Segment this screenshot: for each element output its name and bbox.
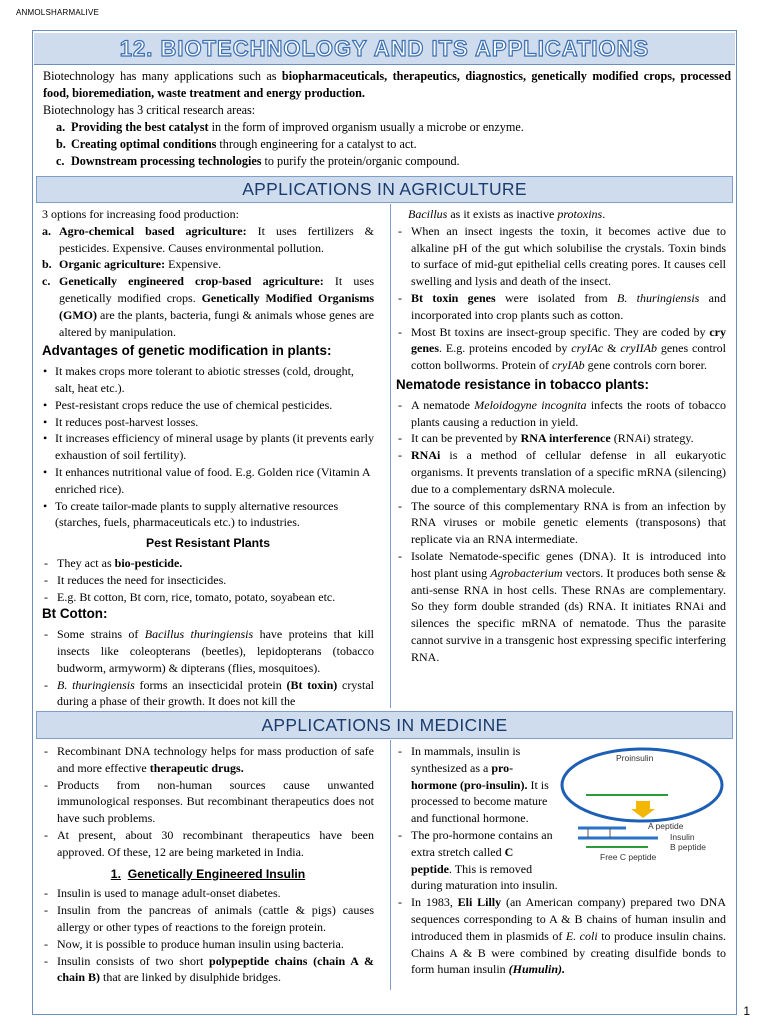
- list-item: - Isolate Nematode-specific genes (DNA). It is introduced into host plant using Agrobacterium vectors. It produces both sense & anti-sense RNA in host cells. These RNAs are complementary. So they form double stranded (ds) RNA. It initiates RNAi and silences the specific mRNA of nematode. Thus the parasite cannot survive in a transgenic host expressing specific interfering RNA.: [396, 548, 726, 666]
- list-item: - At present, about 30 recombinant therapeutics have been approved. Of these, 12 are being marketed in India.: [42, 827, 374, 861]
- free-c-peptide-label: Free C peptide: [600, 852, 657, 862]
- nematode-heading: Nematode resistance in tobacco plants:: [396, 376, 650, 392]
- bt-cotton-heading: Bt Cotton:: [42, 606, 108, 622]
- research-areas-list: [43, 119, 731, 170]
- list-item: - Recombinant DNA technology helps for mass production of safe and more effective therapeutic drugs.: [42, 743, 374, 777]
- list-item: - Proinsulin A peptide Insulin B peptide Free C peptide In mammals, insulin is synthesized as a pro-hormone (pro-insulin). It is processed to become mature and functional hormone.: [396, 743, 726, 827]
- list-item: • It enhances nutritional value of food. E.g. Golden rice (Vitamin A enriched rice).: [42, 464, 374, 498]
- advantages-heading: Advantages of genetic modification in plants:: [42, 343, 332, 359]
- list-item: c. Downstream processing technologies to purify the protein/organic compound.: [56, 154, 460, 168]
- list-item: - Now, it is possible to produce human insulin using bacteria.: [42, 936, 374, 953]
- list-item: - It can be prevented by RNA interference (RNAi) strategy.: [396, 430, 726, 447]
- list-item: - Insulin from the pancreas of animals (cattle & pigs) causes allergy or other types of reactions to the foreign protein.: [42, 902, 374, 936]
- agriculture-right-column: [396, 206, 726, 666]
- intro-paragraph: Biotechnology has many applications such as biopharmaceuticals, therapeutics, diagnostics, genetically modified crops, processed food, bioremediation, waste treatment and energy production.: [43, 69, 731, 100]
- list-item: - It reduces the need for insecticides.: [42, 572, 374, 589]
- title-bar: [34, 33, 735, 65]
- list-item: c. Genetically engineered crop-based agriculture: It uses genetically modified crops. Genetically Modified Organisms (GMO) are the plants, bacteria, fungi & animals whose genes are altered by manipulation.: [42, 274, 374, 339]
- column-divider: [390, 740, 391, 990]
- list-item: • To create tailor-made plants to supply alternative resources (starches, fuels, pharmaceuticals etc.) to industries.: [42, 498, 374, 532]
- proinsulin-label: - Proinsulin: [616, 753, 654, 763]
- insulin-label: Insulin: [670, 832, 695, 842]
- processing-arrow-icon: [631, 801, 655, 818]
- list-item: - Insulin is used to manage adult-onset diabetes.: [42, 885, 374, 902]
- list-item: - The source of this complementary RNA is from an infection by RNA viruses or mobile genetic elements (transposons) that replicate via an RNA intermediate.: [396, 498, 726, 548]
- continued-text: Bacillus as it exists as inactive protoxins.: [408, 207, 606, 221]
- list-item: • It makes crops more tolerant to abiotic stresses (cold, drought, salt, heat etc.).: [42, 363, 374, 397]
- list-item: - B. thuringiensis forms an insecticidal protein (Bt toxin) crystal during a phase of their growth. It does not kill the: [42, 677, 374, 711]
- list-item: • It reduces post-harvest losses.: [42, 414, 374, 431]
- watermark: ANMOLSHARMALIVE: [16, 8, 100, 17]
- medicine-right-column: [396, 743, 726, 978]
- agriculture-left-column: [42, 206, 374, 710]
- medicine-section-header: APPLICATIONS IN MEDICINE: [36, 711, 733, 739]
- a-peptide-label: A peptide: [648, 821, 684, 831]
- list-item: - Products from non-human sources cause unwanted immunological responses. But recombinant therapeutics does not have such problems.: [42, 777, 374, 827]
- column-divider: [390, 204, 391, 708]
- list-item: - When an insect ingests the toxin, it becomes active due to alkaline pH of the gut which solubilise the crystals. Toxin binds to surface of mid-gut epithelial cells creating pores. It causes cell swelling and lysis and death of the insect.: [396, 223, 726, 290]
- list-item: b. Creating optimal conditions through engineering for a catalyst to act.: [56, 137, 417, 151]
- medicine-left-column: [42, 743, 374, 986]
- list-item: - E.g. Bt cotton, Bt corn, rice, tomato, potato, soyabean etc.: [42, 589, 374, 606]
- intro-section: [43, 68, 731, 170]
- insulin-subheading: 1. Genetically Engineered Insulin: [110, 866, 306, 881]
- pest-resistant-heading: Pest Resistant Plants: [146, 536, 270, 551]
- page-number: 1: [743, 1004, 750, 1018]
- list-item: - In 1983, Eli Lilly (an American company) prepared two DNA sequences corresponding to A & B chains of human insulin and introduced them in plasmids of E. coli to produce insulin chains. Chains A & B were combined by creating disulfide bonds to form human insulin (Humulin).: [396, 894, 726, 978]
- list-item: - Some strains of Bacillus thuringiensis have proteins that kill insects like coleopterans (beetles), lepidopterans (tobacco budworm, armyworm) & dipterans (flies, mosquitoes).: [42, 626, 374, 676]
- list-item: • It increases efficiency of mineral usage by plants (it prevents early exhaustion of soil fertility).: [42, 430, 374, 464]
- list-item: - RNAi is a method of cellular defense in all eukaryotic organisms. It prevents translation of a specific mRNA (silencing) due to a complementary dsRNA molecule.: [396, 447, 726, 497]
- list-item: - A nematode Meloidogyne incognita infects the roots of tobacco plants causing a reduction in yield.: [396, 397, 726, 431]
- b-peptide-label: B peptide: [670, 842, 706, 852]
- list-item: - They act as bio-pesticide.: [42, 555, 374, 572]
- list-item: a. Agro-chemical based agriculture: It uses fertilizers & pesticides. Expensive. Causes environmental pollution.: [42, 223, 375, 255]
- list-item: • Pest-resistant crops reduce the use of chemical pesticides.: [42, 397, 374, 414]
- list-item: - Most Bt toxins are insect-group specific. They are coded by cry genes. E.g. proteins encoded by cryIAc & cryIIAb genes control cotton bollworms. Protein of cryIAb gene controls corn borer.: [396, 324, 726, 374]
- list-item: a. Providing the best catalyst in the form of improved organism usually a microbe or enzyme.: [56, 120, 524, 134]
- list-item: - Bt toxin genes were isolated from B. thuringiensis and incorporated into crop plants such as cotton.: [396, 290, 726, 324]
- list-item: - The pro-hormone contains an extra stretch called C peptide. This is removed during maturation into insulin.: [396, 827, 726, 894]
- page-title: 12. BIOTECHNOLOGY AND ITS APPLICATIONS: [119, 35, 650, 61]
- options-intro: 3 options for increasing food production:: [42, 207, 239, 221]
- list-item: - Insulin consists of two short polypeptide chains (chain A & chain B) that are linked by disulphide bridges.: [42, 953, 374, 987]
- list-item: b. Organic agriculture: Expensive.: [42, 257, 222, 272]
- research-areas-intro: Biotechnology has 3 critical research areas:: [43, 103, 256, 117]
- agriculture-section-header: APPLICATIONS IN AGRICULTURE: [36, 176, 733, 203]
